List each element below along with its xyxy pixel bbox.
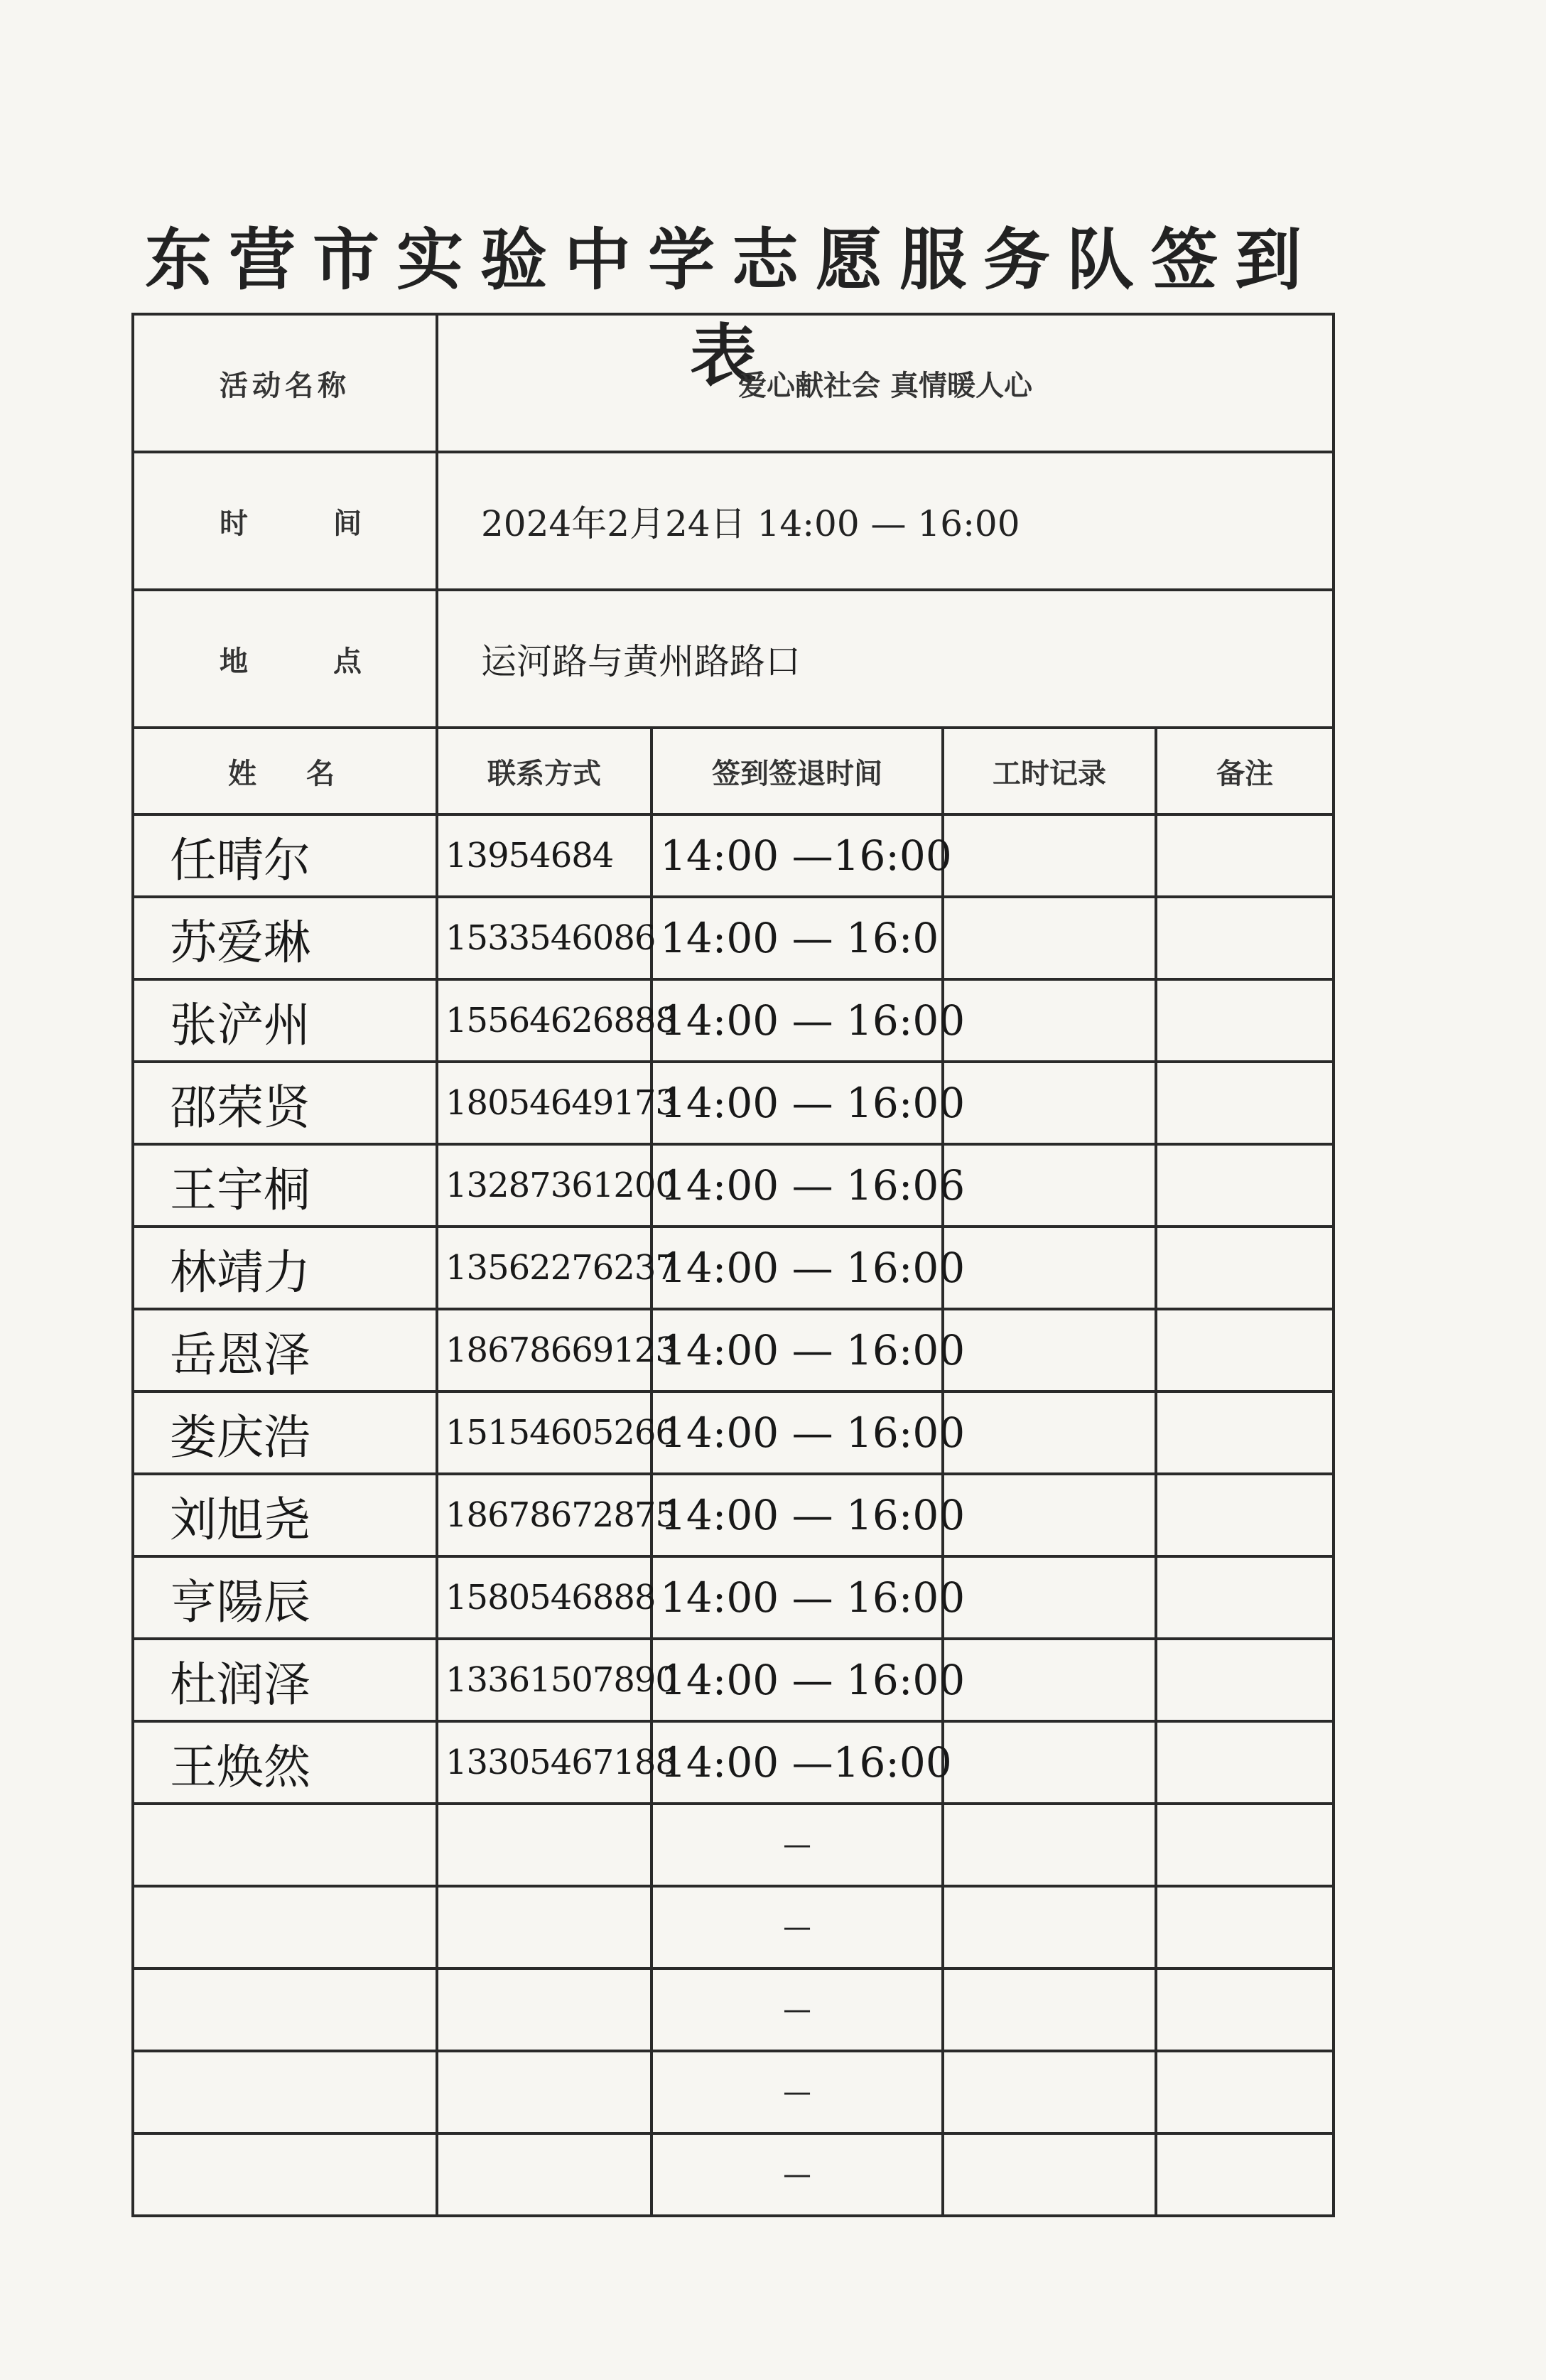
- remark-cell: [1156, 979, 1334, 1062]
- hours-cell: [943, 1804, 1156, 1886]
- remark-cell: [1156, 814, 1334, 897]
- phone-cell: [437, 1804, 652, 1886]
- activity-row: [133, 314, 1334, 452]
- phone-cell: 1533546086: [437, 897, 652, 979]
- table-row: [133, 814, 1334, 897]
- page-title: 东营市实验中学志愿服务队签到表: [144, 222, 1319, 395]
- remark-cell: [1156, 1309, 1334, 1391]
- phone-cell: 13361507890: [437, 1639, 652, 1721]
- table-row: [133, 1309, 1334, 1391]
- time-value: 2024年2月24日 14:00 — 16:00: [437, 452, 1334, 590]
- table-row: [133, 1556, 1334, 1639]
- empty-row: [133, 1886, 1334, 1969]
- remark-cell: [1156, 1721, 1334, 1804]
- time-cell: 14:00 — 16:06: [652, 1144, 943, 1227]
- hours-cell: [943, 1309, 1156, 1391]
- name-cell: 娄庆浩: [133, 1391, 437, 1474]
- name-cell: 刘旭尧: [133, 1474, 437, 1556]
- name-cell: 林靖力: [133, 1227, 437, 1309]
- remark-cell: [1156, 1969, 1334, 2051]
- remark-cell: [1156, 1556, 1334, 1639]
- phone-cell: [437, 1886, 652, 1969]
- table-row: [133, 979, 1334, 1062]
- hours-cell: [943, 2133, 1156, 2216]
- phone-cell: [437, 2133, 652, 2216]
- time-cell: 14:00 — 16:00: [652, 979, 943, 1062]
- time-label: 时间: [133, 452, 437, 590]
- signin-sheet: [131, 313, 1332, 2231]
- hours-cell: [943, 1639, 1156, 1721]
- table-row: [133, 1227, 1334, 1309]
- time-cell: 14:00 —16:00: [652, 814, 943, 897]
- hours-cell: [943, 1391, 1156, 1474]
- signin-table: [131, 313, 1335, 2217]
- time-cell: 14:00 — 16:0: [652, 897, 943, 979]
- place-value: 运河路与黄州路路口: [437, 590, 1334, 728]
- activity-value: 爱心献社会 真情暖人心: [437, 314, 1334, 452]
- remark-cell: [1156, 1062, 1334, 1144]
- time-dash: —: [652, 2133, 943, 2216]
- remark-cell: [1156, 1804, 1334, 1886]
- name-cell: 邵荣贤: [133, 1062, 437, 1144]
- name-cell: 张浐州: [133, 979, 437, 1062]
- remark-cell: [1156, 1639, 1334, 1721]
- remark-cell: [1156, 897, 1334, 979]
- remark-cell: [1156, 1474, 1334, 1556]
- hours-cell: [943, 814, 1156, 897]
- time-dash: —: [652, 1969, 943, 2051]
- time-cell: 14:00 — 16:00: [652, 1391, 943, 1474]
- time-row: [133, 452, 1334, 590]
- phone-cell: 13562276237: [437, 1227, 652, 1309]
- col-contact: 联系方式: [437, 728, 652, 814]
- col-hours: 工时记录: [943, 728, 1156, 814]
- remark-cell: [1156, 2051, 1334, 2133]
- hours-cell: [943, 979, 1156, 1062]
- name-cell: 亨陽辰: [133, 1556, 437, 1639]
- hours-cell: [943, 1227, 1156, 1309]
- name-cell: 杜润泽: [133, 1639, 437, 1721]
- phone-cell: 13305467188: [437, 1721, 652, 1804]
- phone-cell: 18678669123: [437, 1309, 652, 1391]
- name-cell: [133, 1969, 437, 2051]
- time-cell: 14:00 — 16:00: [652, 1639, 943, 1721]
- hours-cell: [943, 897, 1156, 979]
- phone-cell: 13954684: [437, 814, 652, 897]
- table-row: [133, 1062, 1334, 1144]
- time-dash: —: [652, 1886, 943, 1969]
- table-row: [133, 1474, 1334, 1556]
- name-cell: 苏爱琳: [133, 897, 437, 979]
- remark-cell: [1156, 1886, 1334, 1969]
- name-cell: [133, 2051, 437, 2133]
- phone-cell: 18054649173: [437, 1062, 652, 1144]
- time-cell: 14:00 —16:00: [652, 1721, 943, 1804]
- remark-cell: [1156, 1227, 1334, 1309]
- empty-row: [133, 2133, 1334, 2216]
- name-cell: 任晴尔: [133, 814, 437, 897]
- activity-label: 活动名称: [133, 314, 437, 452]
- phone-cell: 15154605266: [437, 1391, 652, 1474]
- table-row: [133, 1721, 1334, 1804]
- col-signin: 签到签退时间: [652, 728, 943, 814]
- phone-cell: 13287361200: [437, 1144, 652, 1227]
- hours-cell: [943, 1144, 1156, 1227]
- phone-cell: 1580546888: [437, 1556, 652, 1639]
- name-cell: 岳恩泽: [133, 1309, 437, 1391]
- time-cell: 14:00 — 16:00: [652, 1227, 943, 1309]
- time-dash: —: [652, 1804, 943, 1886]
- table-row: [133, 1639, 1334, 1721]
- hours-cell: [943, 1886, 1156, 1969]
- hours-cell: [943, 1474, 1156, 1556]
- column-header-row: [133, 728, 1334, 814]
- name-cell: 王焕然: [133, 1721, 437, 1804]
- empty-row: [133, 1969, 1334, 2051]
- hours-cell: [943, 1721, 1156, 1804]
- col-remark: 备注: [1156, 728, 1334, 814]
- phone-cell: [437, 2051, 652, 2133]
- name-cell: [133, 2133, 437, 2216]
- empty-row: [133, 1804, 1334, 1886]
- time-cell: 14:00 — 16:00: [652, 1556, 943, 1639]
- table-row: [133, 1144, 1334, 1227]
- name-cell: 王宇桐: [133, 1144, 437, 1227]
- phone-cell: [437, 1969, 652, 2051]
- hours-cell: [943, 1556, 1156, 1639]
- table-row: [133, 897, 1334, 979]
- hours-cell: [943, 1969, 1156, 2051]
- place-row: [133, 590, 1334, 728]
- col-name: 姓名: [133, 728, 437, 814]
- hours-cell: [943, 1062, 1156, 1144]
- empty-row: [133, 2051, 1334, 2133]
- name-cell: [133, 1886, 437, 1969]
- remark-cell: [1156, 1391, 1334, 1474]
- time-cell: 14:00 — 16:00: [652, 1309, 943, 1391]
- hours-cell: [943, 2051, 1156, 2133]
- time-cell: 14:00 — 16:00: [652, 1474, 943, 1556]
- place-label: 地点: [133, 590, 437, 728]
- phone-cell: 15564626888: [437, 979, 652, 1062]
- name-cell: [133, 1804, 437, 1886]
- table-row: [133, 1391, 1334, 1474]
- time-dash: —: [652, 2051, 943, 2133]
- time-cell: 14:00 — 16:00: [652, 1062, 943, 1144]
- remark-cell: [1156, 1144, 1334, 1227]
- phone-cell: 18678672875: [437, 1474, 652, 1556]
- remark-cell: [1156, 2133, 1334, 2216]
